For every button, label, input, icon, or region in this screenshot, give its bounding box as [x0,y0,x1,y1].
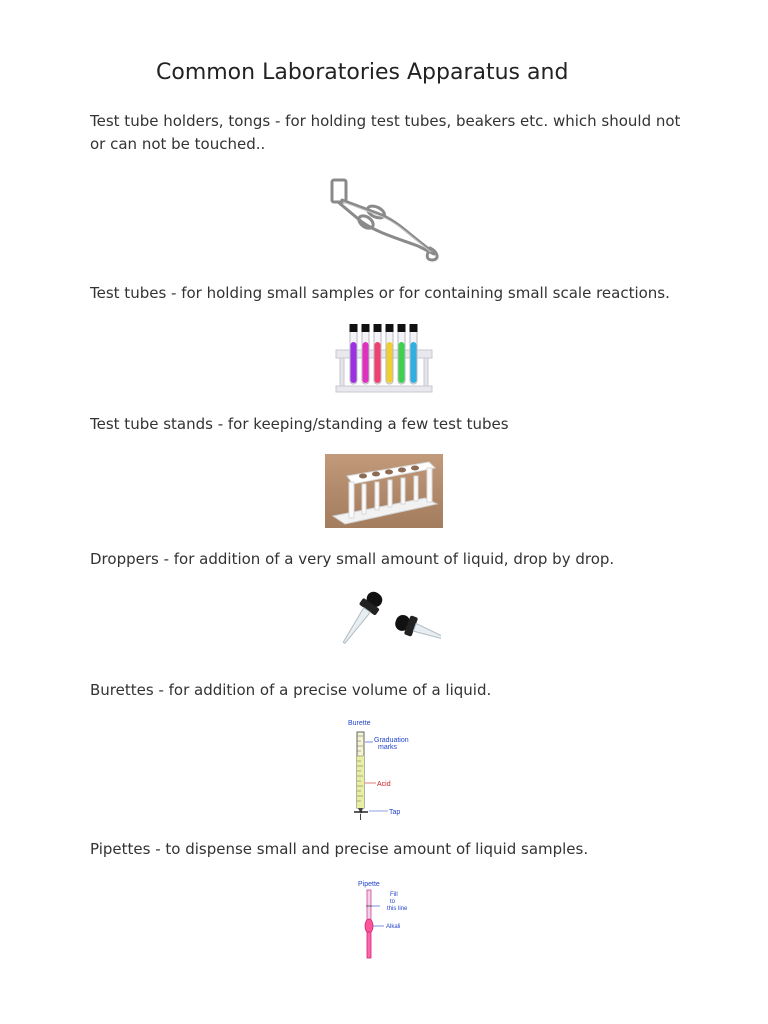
fill-label-line2: to [390,899,396,905]
test-tube-stand-description: Test tube stands - for keeping/standing a few test tubes [90,415,509,433]
fill-label-line1: Fill [390,892,398,898]
burette-name-label: Burette [348,720,371,727]
dropper-description: Droppers - for addition of a very small amount of liquid, drop by drop. [90,550,615,568]
test-tubes-description: Test tubes - for holding small samples or for containing small scale reactions. [90,284,670,302]
pipette-icon [356,876,420,962]
dropper-icon [333,588,441,658]
acid-label: Acid [377,781,391,788]
test-tube-cap [374,324,382,332]
pipette-description: Pipettes - to dispense small and precise amount of liquid samples. [90,840,589,858]
tongs-icon [326,176,442,262]
graduation-label-line1: Graduation [374,737,409,744]
page-title: Common Laboratories Apparatus and [156,60,569,85]
burette-icon [344,716,424,822]
test-tube-liquid [411,342,417,383]
test-tube-cap [410,324,418,332]
alkali-label: Alkali [386,924,401,930]
test-tube-liquid [387,342,393,383]
test-tube-cap [386,324,394,332]
fill-label-line3: this line [387,906,408,912]
tongs-description: Test tube holders, tongs - for holding test tubes, beakers etc. which should not or can not be touched.. [90,112,681,153]
test-tube-cap [362,324,370,332]
test-tube-cap [350,324,358,332]
test-tube-stand-icon [325,454,443,528]
test-tube-liquid [363,342,369,383]
test-tube-liquid [351,342,357,383]
test-tube-cap [398,324,406,332]
test-tube-liquid [375,342,381,383]
test-tube-liquid [399,342,405,383]
burette-description: Burettes - for addition of a precise volume of a liquid. [90,681,492,699]
test-tubes-icon [334,320,434,394]
pipette-name-label: Pipette [358,881,380,888]
tap-label: Tap [389,809,401,816]
graduation-label-line2: marks [378,744,398,751]
